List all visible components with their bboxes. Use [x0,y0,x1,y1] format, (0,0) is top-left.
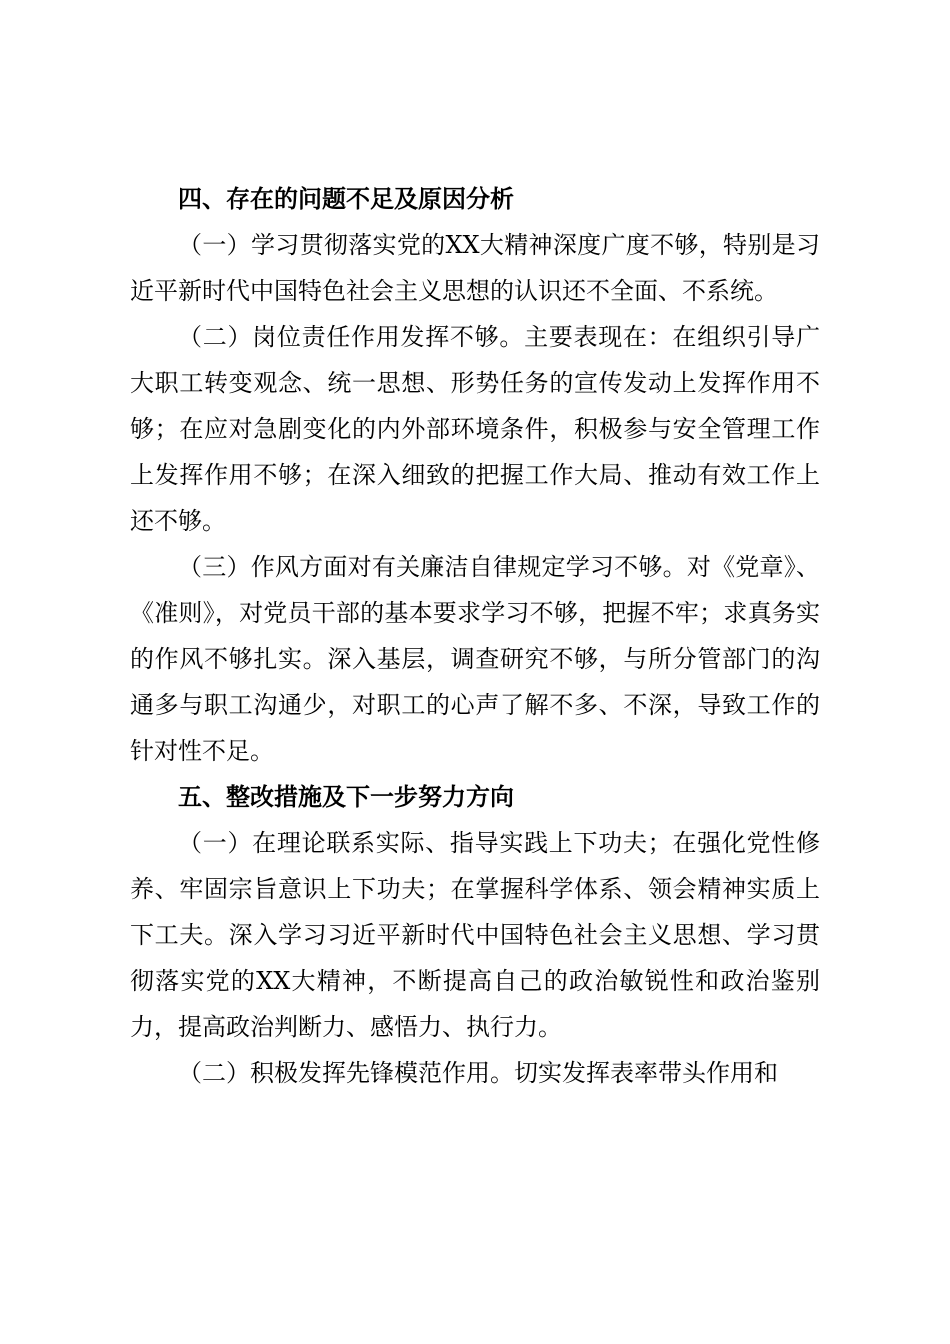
document-body [130,176,820,1096]
section-4-heading: 四、存在的问题不足及原因分析 [178,184,514,213]
section-4-paragraph-1: （一）学习贯彻落实党的XX大精神深度广度不够，特别是习近平新时代中国特色社会主义思想的认识还不全面、不系统。 [130,231,820,305]
section-4-paragraph-2: （二）岗位责任作用发挥不够。主要表现在：在组织引导广大职工转变观念、统一思想、形势任务的宣传发动上发挥作用不够；在应对急剧变化的内外部环境条件，积极参与安全管理工作上发挥作用不够；在深入细致的把握工作大局、推动有效工作上还不够。 [130,323,820,535]
section-5-heading: 五、整改措施及下一步努力方向 [178,782,514,811]
section-5-paragraph-2: （二）积极发挥先锋模范作用。切实发挥表率带头作用和 [178,1059,778,1087]
section-5-paragraph-1: （一）在理论联系实际、指导实践上下功夫；在强化党性修养、牢固宗旨意识上下功夫；在掌握科学体系、领会精神实质上下工夫。深入学习习近平新时代中国特色社会主义思想、学习贯彻落实党的XX大精神，不断提高自己的政治敏锐性和政治鉴别力，提高政治判断力、感悟力、执行力。 [130,829,820,1041]
section-4-paragraph-3: （三）作风方面对有关廉洁自律规定学习不够。对《党章》、《准则》，对党员干部的基本要求学习不够，把握不牢；求真务实的作风不够扎实。深入基层，调查研究不够，与所分管部门的沟通多与职工沟通少，对职工的心声了解不多、不深，导致工作的针对性不足。 [130,553,820,765]
